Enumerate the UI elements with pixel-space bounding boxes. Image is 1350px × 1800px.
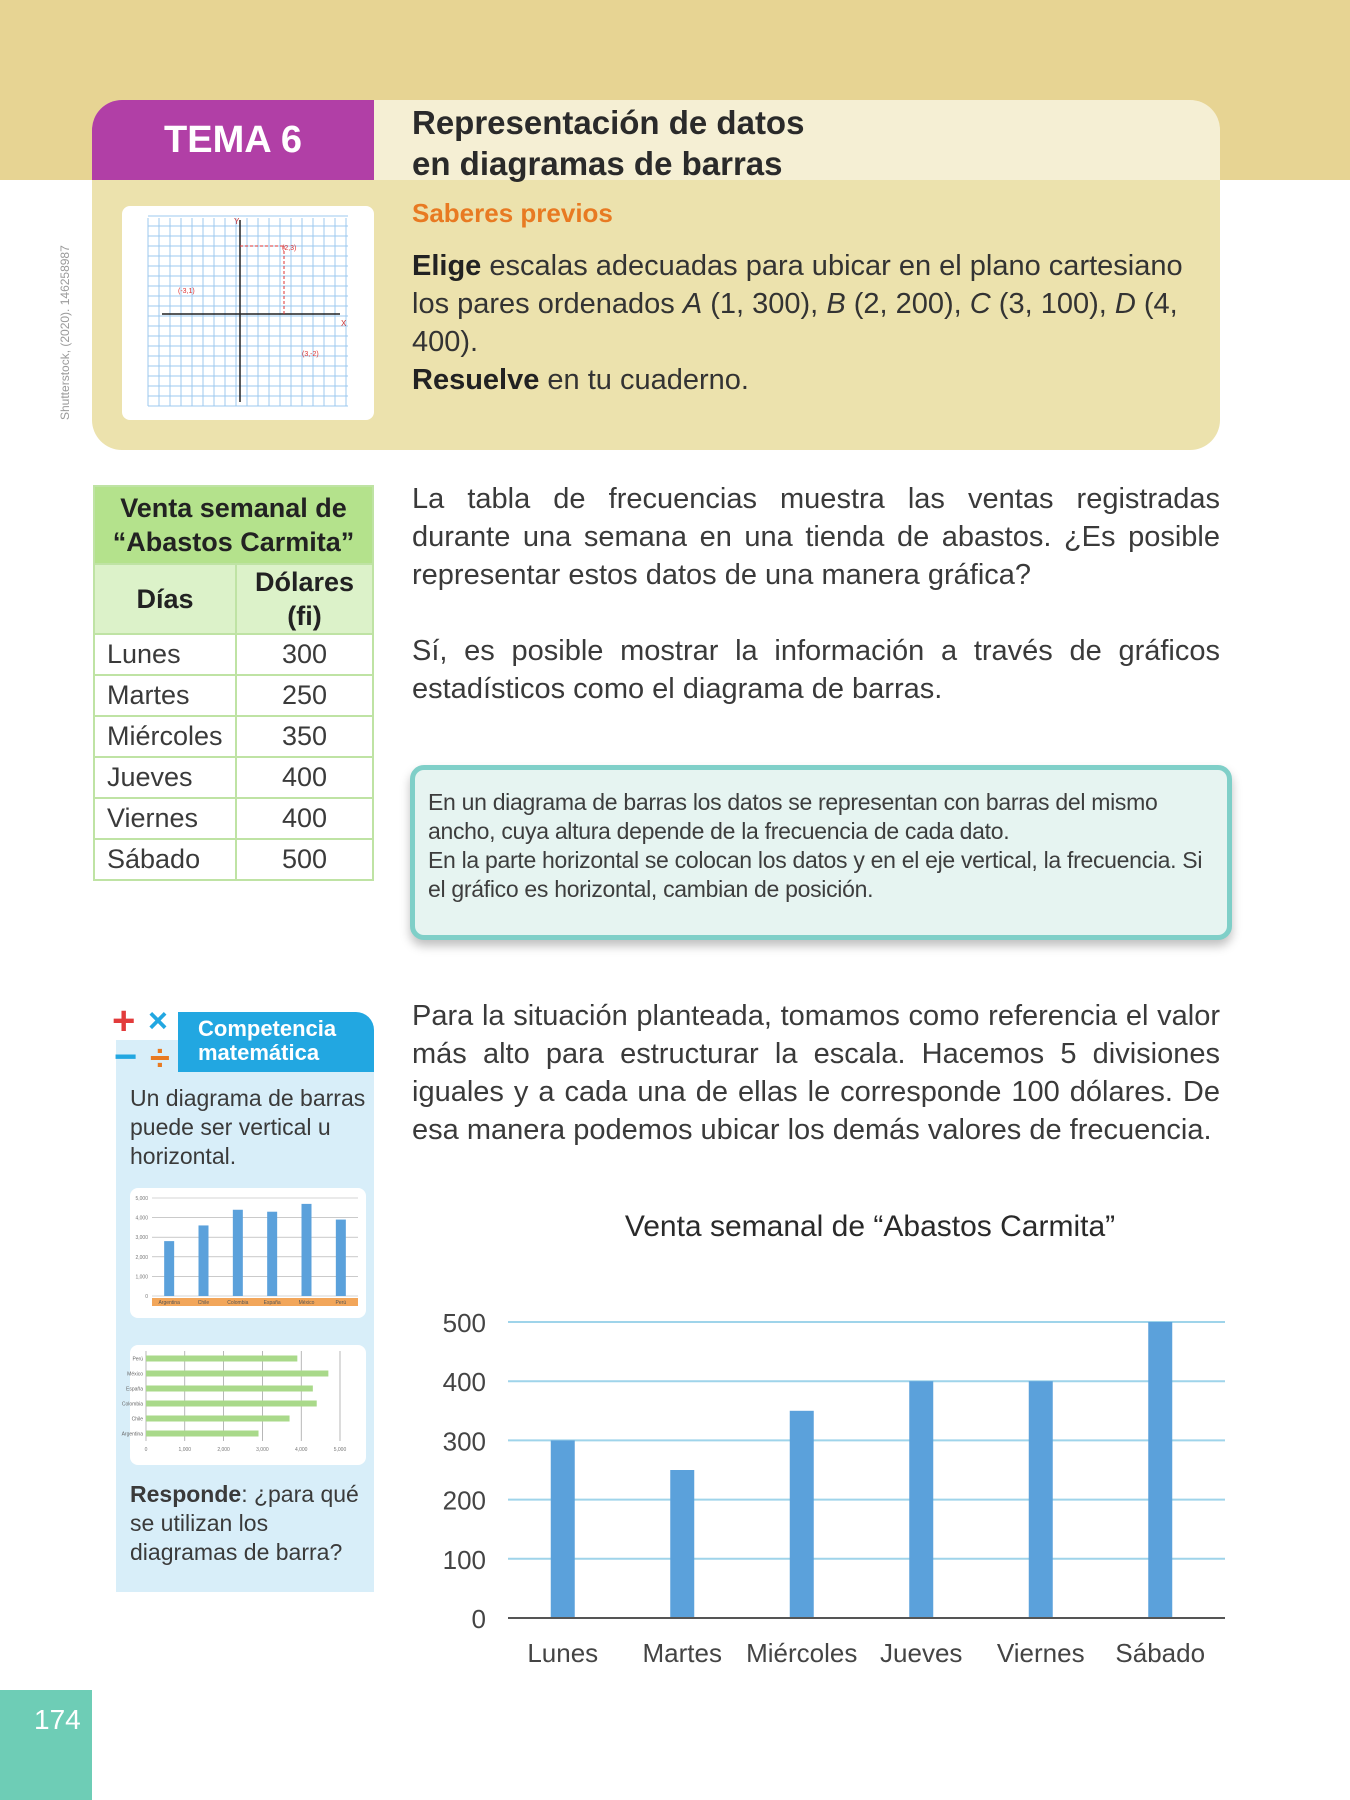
table-cell-day: Sábado — [94, 839, 236, 880]
mini-y-tick-label: 4,000 — [135, 1215, 148, 1222]
y-tick-label: 500 — [442, 1308, 486, 1338]
mini-x-tick-label: Perú — [335, 1300, 347, 1306]
table-row — [94, 757, 373, 798]
x-tick-label: Jueves — [880, 1638, 963, 1668]
concept-line-1: En un diagrama de barras los datos se representan con barras del mismo ancho, cuya altura depende de la frecuencia de cada dato. — [428, 789, 1158, 844]
mini-bar — [233, 1210, 243, 1296]
mini-x-tick-label: 0 — [144, 1447, 148, 1453]
mini-y-tick-label: 5,000 — [135, 1196, 148, 1202]
bar — [551, 1440, 575, 1618]
table-header-days: Días — [94, 564, 236, 634]
title-line-2: en diagramas de barras — [412, 145, 783, 182]
saberes-text — [412, 247, 1202, 399]
competencia-title-1: Competencia — [198, 1016, 337, 1041]
pair-a-name: A — [682, 288, 703, 320]
pair-d-coords: (4, 400). — [412, 288, 1178, 358]
cartesian-grid-image — [122, 206, 374, 420]
table-cell-day: Viernes — [94, 798, 236, 839]
grid-point-label: (2,3) — [282, 245, 297, 252]
mini-y-tick-label: Colombia — [121, 1401, 143, 1408]
x-tick-label: Viernes — [996, 1638, 1085, 1668]
mini-x-axis-band — [152, 1298, 358, 1306]
page-number: 174 — [34, 1704, 81, 1735]
mini-x-tick-label: 2,000 — [217, 1447, 230, 1453]
bar-chart — [420, 1290, 1240, 1685]
mini-y-tick-label: 0 — [145, 1294, 148, 1300]
responde-question — [130, 1480, 370, 1567]
svg-text:×: × — [148, 1002, 168, 1040]
pair-c-coords: (3, 100), — [990, 288, 1115, 320]
table-cell-value: 250 — [236, 675, 373, 716]
photo-credit: Shutterstock, (2020). 146258987 — [58, 245, 72, 420]
verb-resuelve: Resuelve — [412, 364, 540, 396]
frequency-table — [93, 485, 374, 881]
table-cell-value: 400 — [236, 798, 373, 839]
bar — [1148, 1322, 1172, 1618]
table-cell-value: 300 — [236, 634, 373, 675]
mini-y-tick-label: México — [127, 1371, 143, 1378]
mini-hbar — [146, 1386, 313, 1392]
table-cell-day: Jueves — [94, 757, 236, 798]
mini-x-tick-label: 5,000 — [333, 1447, 347, 1453]
bar — [790, 1411, 814, 1618]
tema-badge — [92, 100, 374, 180]
svg-text:÷: ÷ — [150, 1037, 170, 1078]
table-cell-value: 350 — [236, 716, 373, 757]
saberes-text-2: en tu cuaderno. — [539, 364, 749, 396]
table-row — [94, 716, 373, 757]
table-title: Venta semanal de “Abastos Carmita” — [94, 486, 373, 564]
table-row — [94, 798, 373, 839]
mini-x-tick-label: México — [298, 1300, 315, 1306]
saberes-text-1: escalas adecuadas para ubicar en el plano cartesiano los pares ordenados — [412, 250, 1183, 320]
intro-paragraph-1: La tabla de frecuencias muestra las ventas registradas durante una semana en una tienda de abastos. ¿Es posible representar estos datos de una manera gráfica? — [412, 483, 1220, 591]
competencia-title — [198, 1017, 336, 1065]
concept-line-2: En la parte horizontal se colocan los datos y en el eje vertical, la frecuencia. Si el gráfico es horizontal, cambian de posición. — [428, 847, 1203, 902]
mini-bar — [336, 1220, 346, 1296]
bar — [1029, 1381, 1053, 1618]
y-tick-label: 200 — [442, 1485, 486, 1516]
x-tick-label: Martes — [642, 1638, 722, 1668]
x-tick-label: Lunes — [527, 1638, 599, 1668]
mini-hbar — [146, 1356, 297, 1362]
mini-y-tick-label: 2,000 — [135, 1254, 148, 1261]
mini-hbar — [146, 1416, 290, 1422]
table-cell-day: Lunes — [94, 634, 236, 675]
mini-horizontal-chart — [121, 1345, 366, 1465]
bar — [909, 1381, 933, 1618]
mini-bar — [164, 1241, 174, 1296]
explanation-paragraph: Para la situación planteada, tomamos como referencia el valor más alto para estructurar la escala. Hacemos 5 divisiones iguales y a cada una de ellas le corresponde 100 dólares. De esa manera podemos ubicar los demás valores de frecuencia. — [412, 1000, 1220, 1146]
mini-x-tick-label: 4,000 — [294, 1447, 308, 1453]
table-cell-value: 500 — [236, 839, 373, 880]
bar-chart-svg — [420, 1290, 1240, 1680]
mini-x-tick-label: España — [263, 1300, 281, 1306]
intro-paragraph-2: Sí, es posible mostrar la información a través de gráficos estadísticos como el diagrama de barras. — [412, 635, 1220, 705]
svg-text:−: − — [114, 1035, 138, 1079]
mini-bar — [302, 1204, 312, 1296]
x-axis-label: X — [341, 319, 347, 328]
mini-bar — [267, 1212, 277, 1296]
mini-x-tick-label: Chile — [197, 1300, 210, 1306]
competencia-text: Un diagrama de barras puede ser vertical u horizontal. — [130, 1085, 366, 1169]
x-tick-label: Sábado — [1115, 1638, 1206, 1668]
x-tick-label: Miércoles — [746, 1638, 858, 1668]
table-cell-day: Martes — [94, 675, 236, 716]
pair-c-name: C — [969, 288, 991, 320]
table-cell-value: 400 — [236, 757, 373, 798]
page-number-tab — [0, 1690, 92, 1800]
concept-text — [428, 788, 1214, 904]
mini-y-tick-label: Argentina — [121, 1431, 143, 1438]
mini-y-tick-label: 1,000 — [135, 1274, 148, 1281]
cartesian-grid-svg — [122, 206, 374, 420]
mini-bar — [199, 1225, 209, 1296]
page-title — [412, 102, 1202, 184]
pair-a-coords: (1, 300), — [702, 288, 827, 320]
mini-y-tick-label: Chile — [131, 1416, 143, 1423]
mini-vertical-chart-svg — [130, 1188, 366, 1318]
mini-y-tick-label: España — [126, 1386, 143, 1393]
mini-hbar — [146, 1371, 328, 1377]
mini-hbar — [146, 1431, 259, 1437]
svg-text:+: + — [112, 999, 136, 1043]
mini-hbar — [146, 1401, 317, 1407]
y-tick-label: 400 — [442, 1367, 486, 1398]
table-header-dollars: Dólares (fi) — [236, 564, 373, 634]
pair-d-name: D — [1114, 288, 1136, 320]
pair-b-coords: (2, 200), — [845, 288, 970, 320]
responde-label: Responde — [130, 1481, 242, 1507]
y-axis-label: Y — [234, 217, 240, 226]
y-tick-label: 0 — [471, 1604, 486, 1634]
mini-x-tick-label: 3,000 — [256, 1447, 269, 1453]
table-row — [94, 634, 373, 675]
mini-x-tick-label: 1,000 — [178, 1447, 192, 1453]
table-row — [94, 839, 373, 880]
title-line-1: Representación de datos — [412, 104, 805, 141]
pair-b-name: B — [826, 288, 846, 320]
competencia-title-2: matemática — [198, 1040, 320, 1065]
mini-y-tick-label: 3,000 — [135, 1235, 148, 1242]
mini-horizontal-chart-svg — [121, 1345, 366, 1465]
saberes-label: Saberes previos — [412, 198, 613, 228]
responde-text: : ¿para qué se utilizan los diagramas de barra? — [130, 1481, 359, 1565]
mini-x-tick-label: Colombia — [227, 1300, 249, 1306]
mini-x-tick-label: Argentina — [158, 1300, 180, 1306]
grid-point-label: (3,-2) — [302, 351, 319, 358]
y-tick-label: 300 — [442, 1426, 486, 1457]
grid-point-label: (-3,1) — [178, 288, 195, 295]
mini-vertical-chart — [130, 1188, 366, 1318]
mini-y-tick-label: Perú — [132, 1356, 143, 1363]
table-row — [94, 675, 373, 716]
tema-label: TEMA 6 — [164, 118, 302, 161]
verb-elige: Elige — [412, 250, 482, 282]
bar — [670, 1470, 694, 1618]
chart-title: Venta semanal de “Abastos Carmita” — [624, 1210, 1116, 1243]
math-operations-icon — [110, 999, 184, 1079]
table-cell-day: Miércoles — [94, 716, 236, 757]
y-tick-label: 100 — [442, 1544, 486, 1575]
